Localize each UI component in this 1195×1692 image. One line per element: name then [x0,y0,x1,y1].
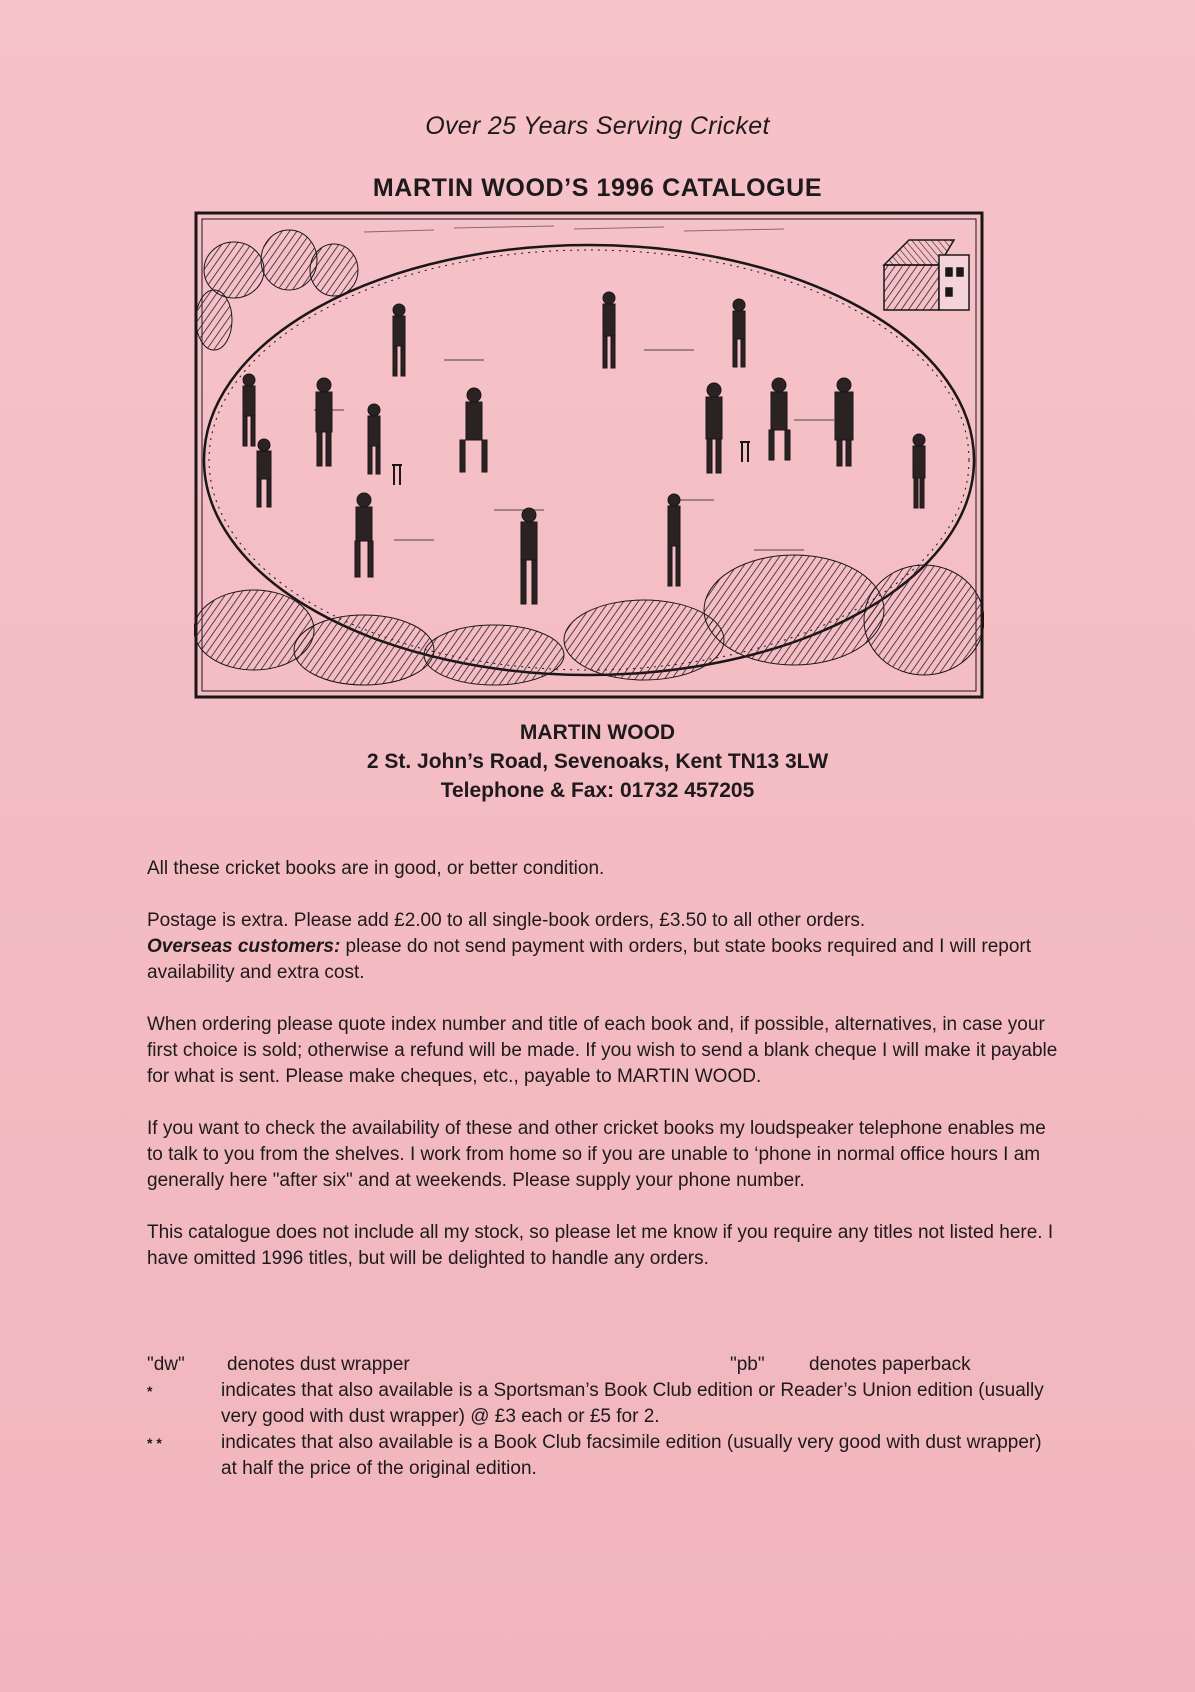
double-star-desc: indicates that also available is a Book Club facsimile edition (usually very good with dust wrapper) at half the price of the original edition. [221,1432,1042,1479]
contact-name: MARTIN WOOD [519,721,676,744]
cricket-match-illustration [194,210,984,700]
foreground-bushes [194,555,984,685]
overseas-text: please do not send payment with orders, but state books required and I will report availability and extra cost. [147,936,1032,983]
paragraph-ordering: When ordering please quote index number and title of each book and, if possible, alternatives, in case your first choice is sold; otherwise a refund will be made. If you wish to send a blank cheque I will make it payable for what is sent. Please make cheques, etc., payable to MARTIN WOOD. [147,1014,1058,1087]
single-star-symbol: * [147,1383,153,1399]
double-star-symbol: * * [147,1435,162,1451]
legend-dw-code: "dw" [147,1354,185,1375]
paragraph-stock: This catalogue does not include all my stock, so please let me know if you require any titles not listed here. I have omitted 1996 titles, but will be delighted to handle any orders. [147,1222,1054,1269]
terms-text [147,856,1061,1272]
contact-phone: Telephone & Fax: 01732 457205 [440,779,755,802]
paragraph-availability: If you want to check the availability of these and other cricket books my loudspeaker telephone enables me to talk to you from the shelves. I work from home so if you are unable to ‘phone in normal office hours I am generally here "after six" and at weekends. Please supply your phone number. [147,1118,1046,1191]
legend-dw-pb-row [147,1352,1061,1378]
legend-single-star [147,1378,1061,1430]
catalogue-title: MARTIN WOOD’S 1996 CATALOGUE [372,174,823,202]
postage-text: Postage is extra. Please add £2.00 to all single-book orders, £3.50 to all other orders. [147,910,866,931]
contact-block [0,718,1195,805]
overseas-lead: Overseas customers: [147,936,341,957]
legend-pb-desc: denotes paperback [809,1354,971,1375]
single-star-desc: indicates that also available is a Sportsman’s Book Club edition or Reader’s Union edition (usually very good with dust wrapper) @ £3 each or £5 for 2. [221,1380,1044,1427]
abbreviation-legend [147,1352,1061,1482]
legend-double-star [147,1430,1061,1482]
legend-dw-desc: denotes dust wrapper [227,1354,410,1375]
trees-left [196,230,358,350]
contact-address: 2 St. John’s Road, Sevenoaks, Kent TN13 3LW [366,750,829,773]
paragraph-condition: All these cricket books are in good, or better condition. [147,858,605,879]
house [884,240,969,310]
tagline: Over 25 Years Serving Cricket [425,112,770,140]
legend-pb-code: "pb" [730,1354,765,1375]
wickets [392,442,750,485]
paragraph-postage [147,908,1061,986]
